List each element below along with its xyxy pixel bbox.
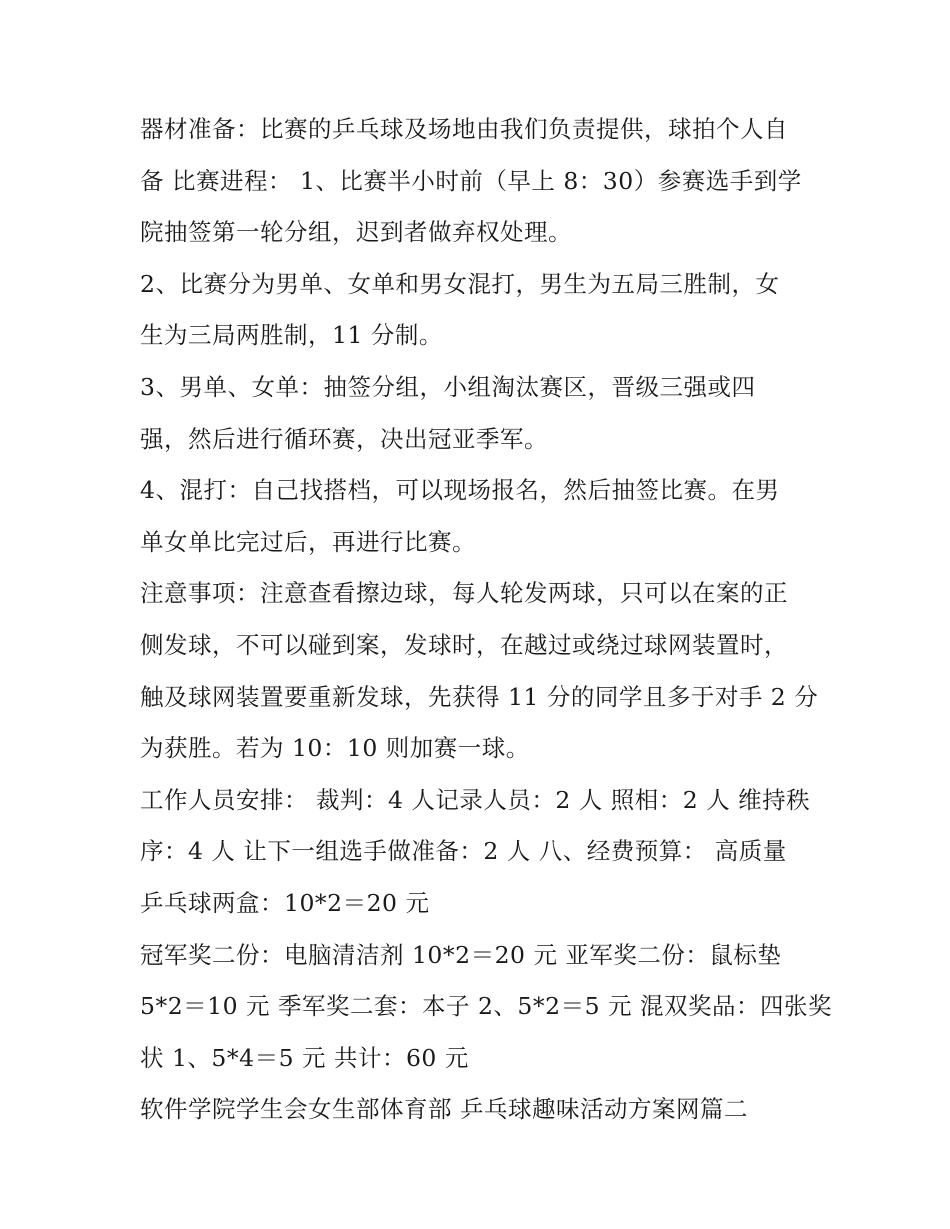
text-line: 5*2＝10 元 季军奖二套：本子 2、5*2＝5 元 混双奖品：四张奖 (140, 992, 832, 1021)
paragraph-notes (140, 568, 820, 774)
text-line: 乒乓球两盒：10*2＝20 元 (140, 888, 430, 917)
paragraph-rule-2 (140, 259, 820, 362)
text-line: 院抽签第一轮分组，迟到者做弃权处理。 (140, 218, 572, 247)
paragraph-staff (140, 775, 820, 930)
text-line: 4、混打：自己找搭档，可以现场报名，然后抽签比赛。在男 (140, 476, 780, 505)
text-line: 侧发球，不可以碰到案，发球时，在越过或绕过球网装置时， (140, 630, 788, 659)
document-body (140, 104, 832, 1136)
paragraph-rule-4 (140, 465, 820, 568)
text-line: 单女单比完过后，再进行比赛。 (140, 527, 476, 556)
text-line: 触及球网装置要重新发球，先获得 11 分的同学且多于对手 2 分 (140, 682, 819, 711)
text-line: 为获胜。若为 10：10 则加赛一球。 (140, 734, 530, 763)
text-line: 2、比赛分为男单、女单和男女混打，男生为五局三胜制，女 (140, 269, 780, 298)
text-line: 冠军奖二份：电脑清洁剂 10*2＝20 元 亚军奖二份：鼠标垫 (140, 940, 782, 969)
text-line: 器材准备：比赛的乒乓球及场地由我们负责提供，球拍个人自 (140, 115, 788, 143)
text-line: 生为三局两胜制，11 分制。 (140, 321, 443, 350)
text-line: 序：4 人 让下一组选手做准备：2 人 八、经费预算： 高质量 (140, 837, 787, 866)
text-line: 工作人员安排： 裁判：4 人记录人员：2 人 照相：2 人 维持秩 (140, 785, 811, 814)
text-line: 软件学院学生会女生部体育部 乒乓球趣味活动方案网篇二 (140, 1095, 748, 1124)
text-line: 注意事项：注意查看擦边球，每人轮发两球，只可以在案的正 (140, 579, 788, 608)
text-line: 3、男单、女单：抽签分组，小组淘汰赛区，晋级三强或四 (140, 372, 756, 401)
paragraph-equipment (140, 104, 820, 259)
text-line: 备 比赛进程： 1、比赛半小时前（早上 8：30）参赛选手到学 (140, 166, 802, 195)
paragraph-rule-3 (140, 362, 820, 465)
paragraph-footer-title (140, 1084, 820, 1136)
text-line: 强，然后进行循环赛，决出冠亚季军。 (140, 424, 548, 453)
text-line: 状 1、5*4＝5 元 共计：60 元 (140, 1043, 469, 1072)
paragraph-prizes (140, 930, 832, 1085)
